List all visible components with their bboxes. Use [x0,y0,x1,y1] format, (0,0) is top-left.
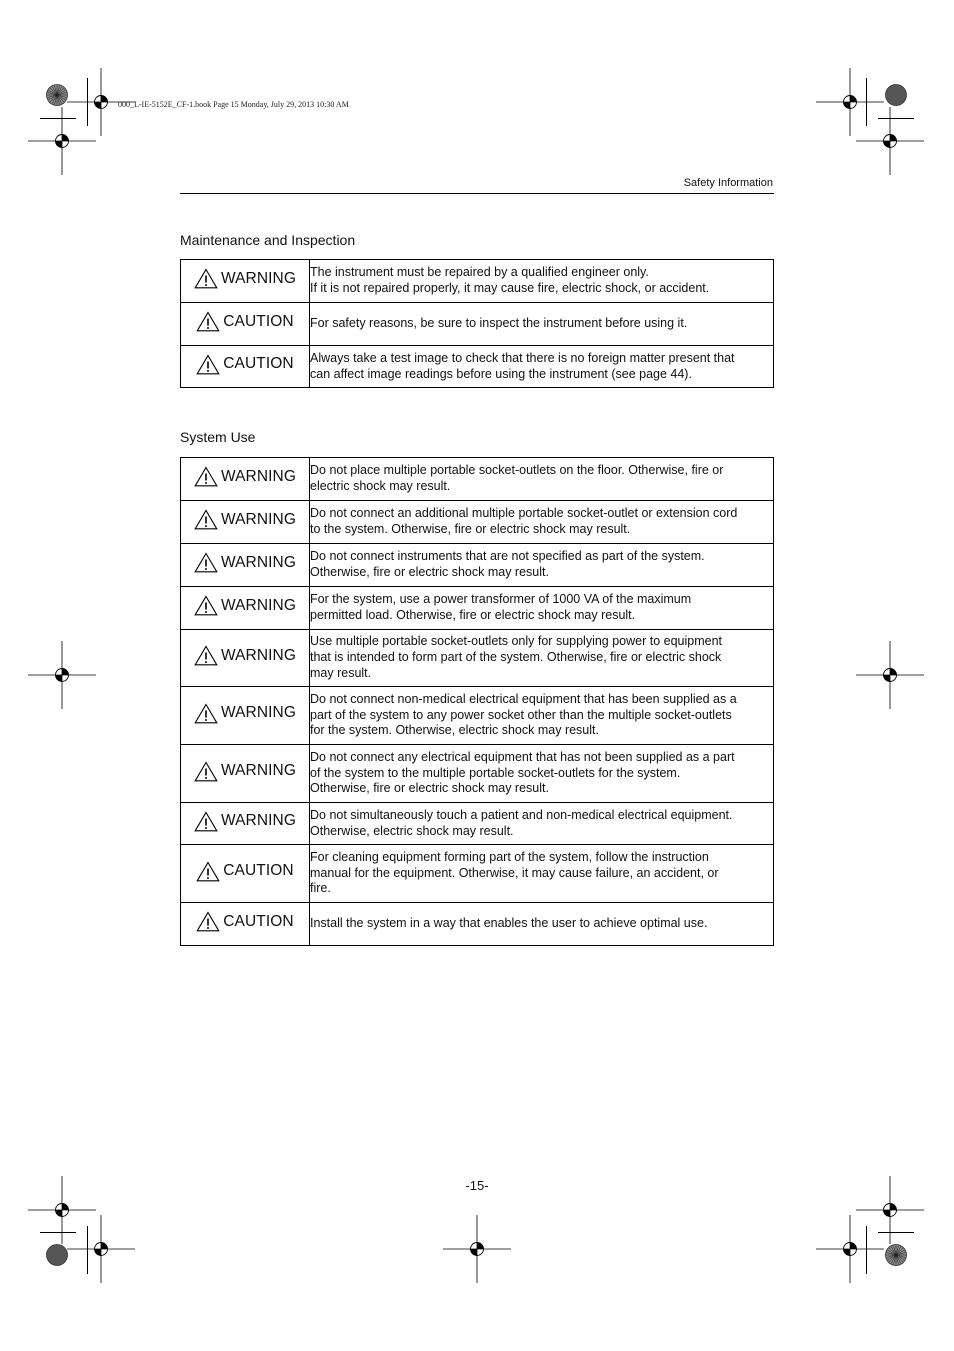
crosshair-registration-icon [28,641,96,709]
crosshair-registration-icon [443,1215,511,1283]
message-cell [310,630,774,687]
message-cell [310,687,774,745]
crop-mark [878,118,914,119]
level-cell [181,346,310,388]
warning-triangle-icon [194,645,218,666]
level-cell [181,845,310,903]
crop-mark [878,1232,914,1233]
level-cell [181,303,310,346]
message-line: Do not simultaneously touch a patient and non-medical electrical equipment. [310,807,733,822]
crop-mark [40,1232,76,1233]
level-label [196,354,293,375]
crop-mark [87,78,88,126]
warning-triangle-icon [194,811,218,832]
level-cell [181,903,310,946]
level-label [194,811,296,832]
crosshair-registration-icon [856,641,924,709]
level-cell [181,587,310,630]
safety-row [181,687,774,745]
level-text: WARNING [220,704,297,721]
level-cell [181,803,310,845]
safety-row [181,260,774,303]
crop-mark [866,1226,867,1274]
message-cell [310,544,774,587]
message-line: Do not place multiple portable socket-outlets on the floor. Otherwise, fire or [310,463,724,478]
level-cell [181,501,310,544]
color-target-icon [885,1244,907,1266]
level-text: CAUTION [223,912,294,930]
message-line: that is intended to form part of the system. Otherwise, fire or electric shock [310,650,722,665]
message-cell [310,803,774,845]
warning-triangle-icon [196,861,220,882]
header-rule [180,193,774,194]
warning-triangle-icon [194,466,218,487]
level-text: WARNING [220,510,297,528]
level-label [196,861,293,882]
section-title-system-use: System Use [180,429,256,445]
safety-row [181,845,774,903]
message-line: of the system to the multiple portable socket-outlets for the system. [310,765,681,780]
message-line: fire. [310,881,331,896]
level-cell [181,544,310,587]
message-line: Otherwise, fire or electric shock may result. [310,781,549,796]
color-target-icon [46,1244,68,1266]
level-cell [181,687,310,745]
message-line: Install the system in a way that enables the user to achieve optimal use. [310,916,708,931]
message-line: part of the system to any power socket other than the multiple socket-outlets [310,707,732,722]
message-cell [310,303,774,346]
level-label [194,595,296,616]
safety-row [181,544,774,587]
warning-triangle-icon [194,268,218,289]
message-line: Otherwise, fire or electric shock may result. [310,565,549,579]
warning-triangle-icon [194,761,218,782]
page-number: -15- [465,1178,489,1193]
message-cell [310,745,774,803]
safety-row [181,903,774,946]
safety-row [181,745,774,803]
level-text: WARNING [220,596,297,614]
warning-triangle-icon [194,552,218,573]
running-header: Safety Information [683,177,773,189]
message-line: Use multiple portable socket-outlets only for supplying power to equipment [310,634,723,649]
level-text: WARNING [220,467,297,485]
level-label [194,466,296,487]
message-line: can affect image readings before using the instrument (see page 44). [310,366,692,381]
color-target-icon [885,84,907,106]
warning-triangle-icon [196,311,220,332]
warning-triangle-icon [194,595,218,616]
message-cell [310,501,774,544]
safety-row [181,458,774,501]
message-line: Do not connect any electrical equipment that has not been supplied as a part [310,749,735,764]
level-label [194,509,296,530]
message-line: For safety reasons, be sure to inspect the instrument before using it. [310,316,688,331]
message-line: Always take a test image to check that there is no foreign matter present that [310,350,735,365]
safety-row [181,630,774,687]
level-label [194,645,296,666]
safety-row [181,346,774,388]
level-cell [181,630,310,687]
level-cell [181,458,310,501]
crop-mark [866,78,867,126]
crop-mark [40,118,76,119]
message-line: to the system. Otherwise, fire or electric shock may result. [310,522,631,536]
level-label [196,311,293,332]
message-cell [310,587,774,630]
level-label [194,703,296,724]
message-line: Do not connect instruments that are not specified as part of the system. [310,549,705,564]
book-info: 000_L-IE-5152E_CF-1.book Page 15 Monday, July 29, 2013 10:30 AM [118,100,349,109]
level-text: WARNING [220,762,297,779]
message-line: may result. [310,665,372,680]
message-line: If it is not repaired properly, it may cause fire, electric shock, or accident. [310,281,710,295]
level-text: CAUTION [223,862,294,879]
message-line: Do not connect non-medical electrical equipment that has been supplied as a [310,691,737,706]
safety-row [181,303,774,346]
message-line: Otherwise, electric shock may result. [310,823,514,838]
level-text: CAUTION [223,355,294,372]
level-text: WARNING [220,553,297,571]
message-cell [310,346,774,388]
warning-triangle-icon [196,354,220,375]
level-text: WARNING [220,646,297,664]
message-line: Do not connect an additional multiple portable socket-outlet or extension cord [310,506,738,521]
level-text: WARNING [220,812,297,829]
level-text: WARNING [220,269,297,287]
message-cell [310,458,774,501]
level-cell [181,745,310,803]
maintenance-safety-table [180,259,774,388]
level-label [196,911,293,932]
crosshair-registration-icon [67,1215,135,1283]
level-label [194,552,296,573]
warning-triangle-icon [196,911,220,932]
message-cell [310,260,774,303]
safety-row [181,587,774,630]
color-target-icon [46,84,68,106]
message-line: The instrument must be repaired by a qualified engineer only. [310,265,649,280]
level-cell [181,260,310,303]
warning-triangle-icon [194,509,218,530]
section-title-maintenance: Maintenance and Inspection [180,232,356,248]
level-text: CAUTION [223,312,294,330]
level-label [194,761,296,782]
message-line: electric shock may result. [310,479,451,493]
warning-triangle-icon [194,703,218,724]
message-cell [310,903,774,946]
message-line: For cleaning equipment forming part of the system, follow the instruction [310,849,709,864]
message-line: permitted load. Otherwise, fire or electric shock may result. [310,608,636,622]
safety-row [181,501,774,544]
safety-row [181,803,774,845]
message-line: For the system, use a power transformer of 1000 VA of the maximum [310,592,692,607]
message-line: for the system. Otherwise, electric shock may result. [310,723,599,738]
message-cell [310,845,774,903]
level-label [194,268,296,289]
system-use-safety-table [180,457,774,946]
crop-mark [87,1226,88,1274]
message-line: manual for the equipment. Otherwise, it may cause failure, an accident, or [310,865,719,880]
